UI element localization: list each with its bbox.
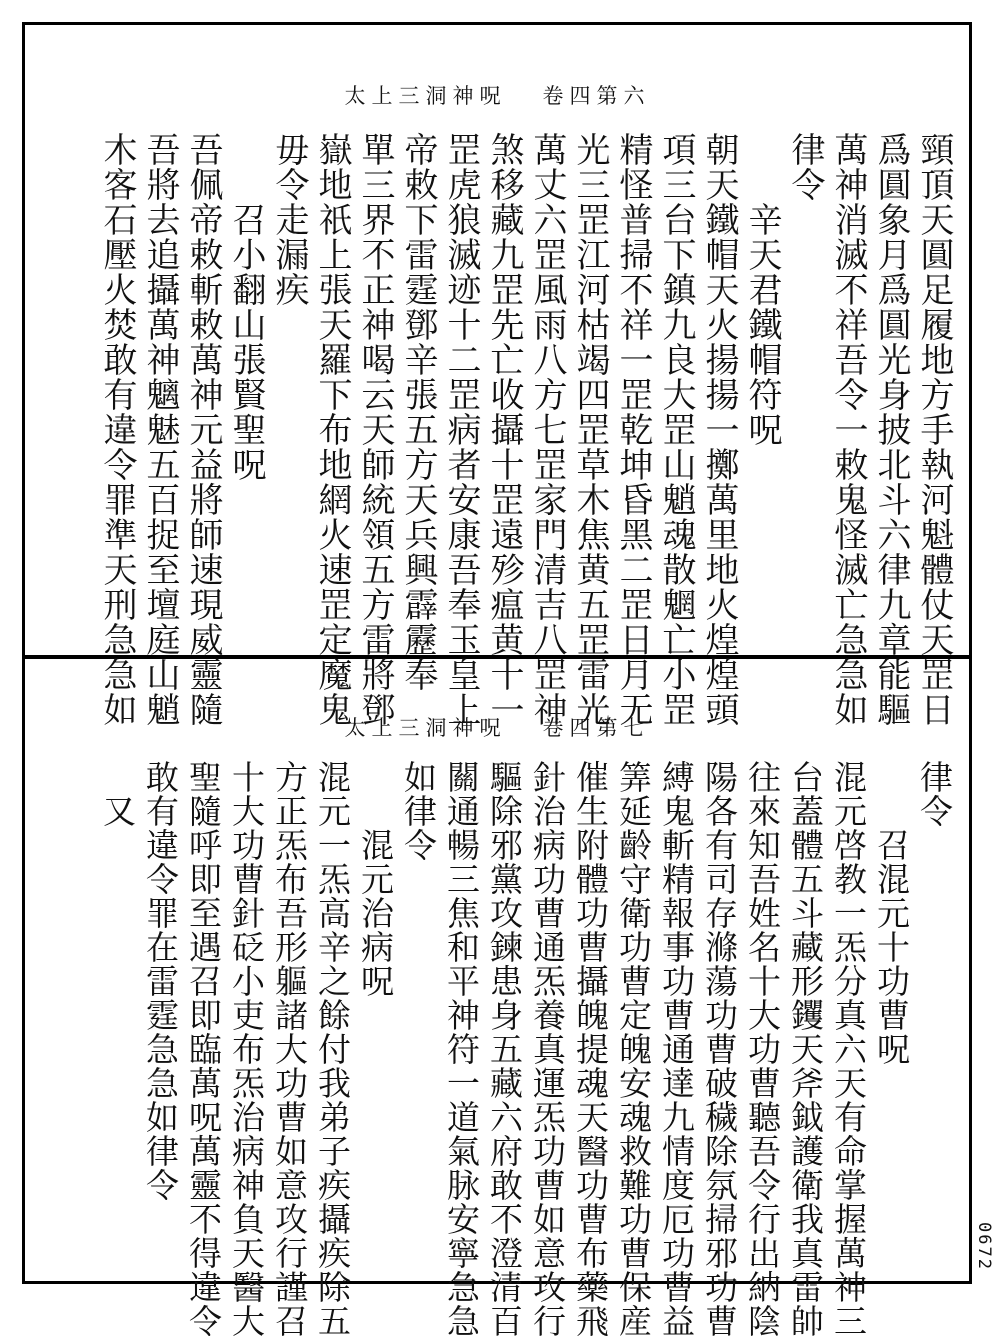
page-number: 0672 <box>974 1222 994 1271</box>
text-column: 縛鬼斬精報事功曹通達九情度厄功曹益 <box>657 760 696 1338</box>
text-column: 毋令走漏疾 <box>269 132 309 307</box>
text-column: 煞移藏九罡先亡收攝十罡遠殄瘟黄十一 <box>484 132 524 727</box>
text-column: 混元一炁高辛之餘付我弟子疾攝疾除五 <box>313 760 352 1338</box>
text-column: 吾佩帝敕斬敕萬神元益將師速現威靈隨 <box>183 132 223 727</box>
bottom-header-title: 太上三洞神呪 <box>344 716 507 740</box>
text-column: 辛天君鐵帽符呪 <box>742 132 782 447</box>
text-column: 催生附體功曹攝魄提魂天醫功曹布藥飛 <box>571 760 610 1338</box>
text-column: 單三界不正神喝云天師統領五方雷將鄧 <box>355 132 395 727</box>
text-column: 混元啓教一炁分真六天有命掌握萬神三 <box>829 760 868 1338</box>
text-column: 律令 <box>785 132 825 202</box>
top-running-header <box>40 80 955 110</box>
text-column: 混元治病呪 <box>356 760 395 998</box>
text-column: 項三台下鎮九良大罡山魈魂散魍亡小罡 <box>656 132 696 727</box>
text-column: 往來知吾姓名十大功曹聽吾令行出納陰 <box>743 760 782 1338</box>
text-column: 萬丈六罡風雨八方七罡家門清吉八罡神 <box>527 132 567 727</box>
text-column: 帝敕下雷霆鄧辛張五方天兵興霹靂奉 <box>398 132 438 692</box>
top-page-panel <box>40 30 955 727</box>
bottom-running-header <box>40 712 955 742</box>
text-column: 陽各有司存滌蕩功曹破穢除氛掃邪功曹 <box>700 760 739 1338</box>
text-column: 針治病功曹通炁養真運炁功曹如意攻行 <box>528 760 567 1338</box>
text-column: 驅除邪黨攻鍊患身五藏六府敢不澄清百 <box>485 760 524 1338</box>
text-column: 吾將去追攝萬神魑魅五百捉至壇庭山魈 <box>140 132 180 727</box>
top-header-volume: 卷四第六 <box>542 84 651 108</box>
text-column: 光三罡江河枯竭四罡草木焦黄五罡雷光 <box>570 132 610 727</box>
text-column: 聖隨呼即至遇召即臨萬呪萬靈不得違令 <box>184 760 223 1338</box>
text-column: 罡虎狼滅迹十二罡病者安康吾奉玉皇上 <box>441 132 481 727</box>
top-header-title: 太上三洞神呪 <box>344 84 507 108</box>
bottom-text-columns <box>95 760 955 1338</box>
text-column: 敢有違令罪在雷霆急急如律令 <box>141 760 180 1202</box>
text-column: 召小翻山張賢聖呪 <box>226 132 266 482</box>
text-column: 嶽地祇上張天羅下布地網火速罡定魔鬼 <box>312 132 352 727</box>
text-column: 萬神消滅不祥吾令一敕鬼怪滅亡急急如 <box>828 132 868 727</box>
top-text-columns <box>95 132 955 727</box>
bottom-header-volume: 卷四第七 <box>542 716 651 740</box>
text-column: 朝天鐵帽天火揚揚一擲萬里地火煌煌頭 <box>699 132 739 727</box>
text-column: 又 <box>98 760 137 828</box>
text-column: 召混元十功曹呪 <box>872 760 911 1066</box>
text-column: 爲圓象月爲圓光身披北斗六律九章能驅 <box>871 132 911 727</box>
text-column: 木客石壓火焚敢有違令罪準天刑急急如 <box>97 132 137 727</box>
text-column: 關通暢三焦和平神符一道氣脉安寧急急 <box>442 760 481 1338</box>
text-column: 筭延齡守衛功曹定魄安魂救難功曹保産 <box>614 760 653 1338</box>
text-column: 律令 <box>915 760 954 828</box>
bottom-page-panel <box>40 668 955 1338</box>
text-column: 台蓋體五斗藏形钁天斧鉞護衛我真雷帥 <box>786 760 825 1338</box>
text-column: 如律令 <box>399 760 438 862</box>
text-column: 十大功曹針砭小吏布炁治病神負天醫大 <box>227 760 266 1338</box>
text-column: 精怪普掃不祥一罡乾坤昏黑二罡日月无 <box>613 132 653 727</box>
text-column: 頸頂天圓足履地方手執河魁體仗天罡日 <box>914 132 954 727</box>
text-column: 方正炁布吾形軀諸大功曹如意攻行謹召 <box>270 760 309 1338</box>
